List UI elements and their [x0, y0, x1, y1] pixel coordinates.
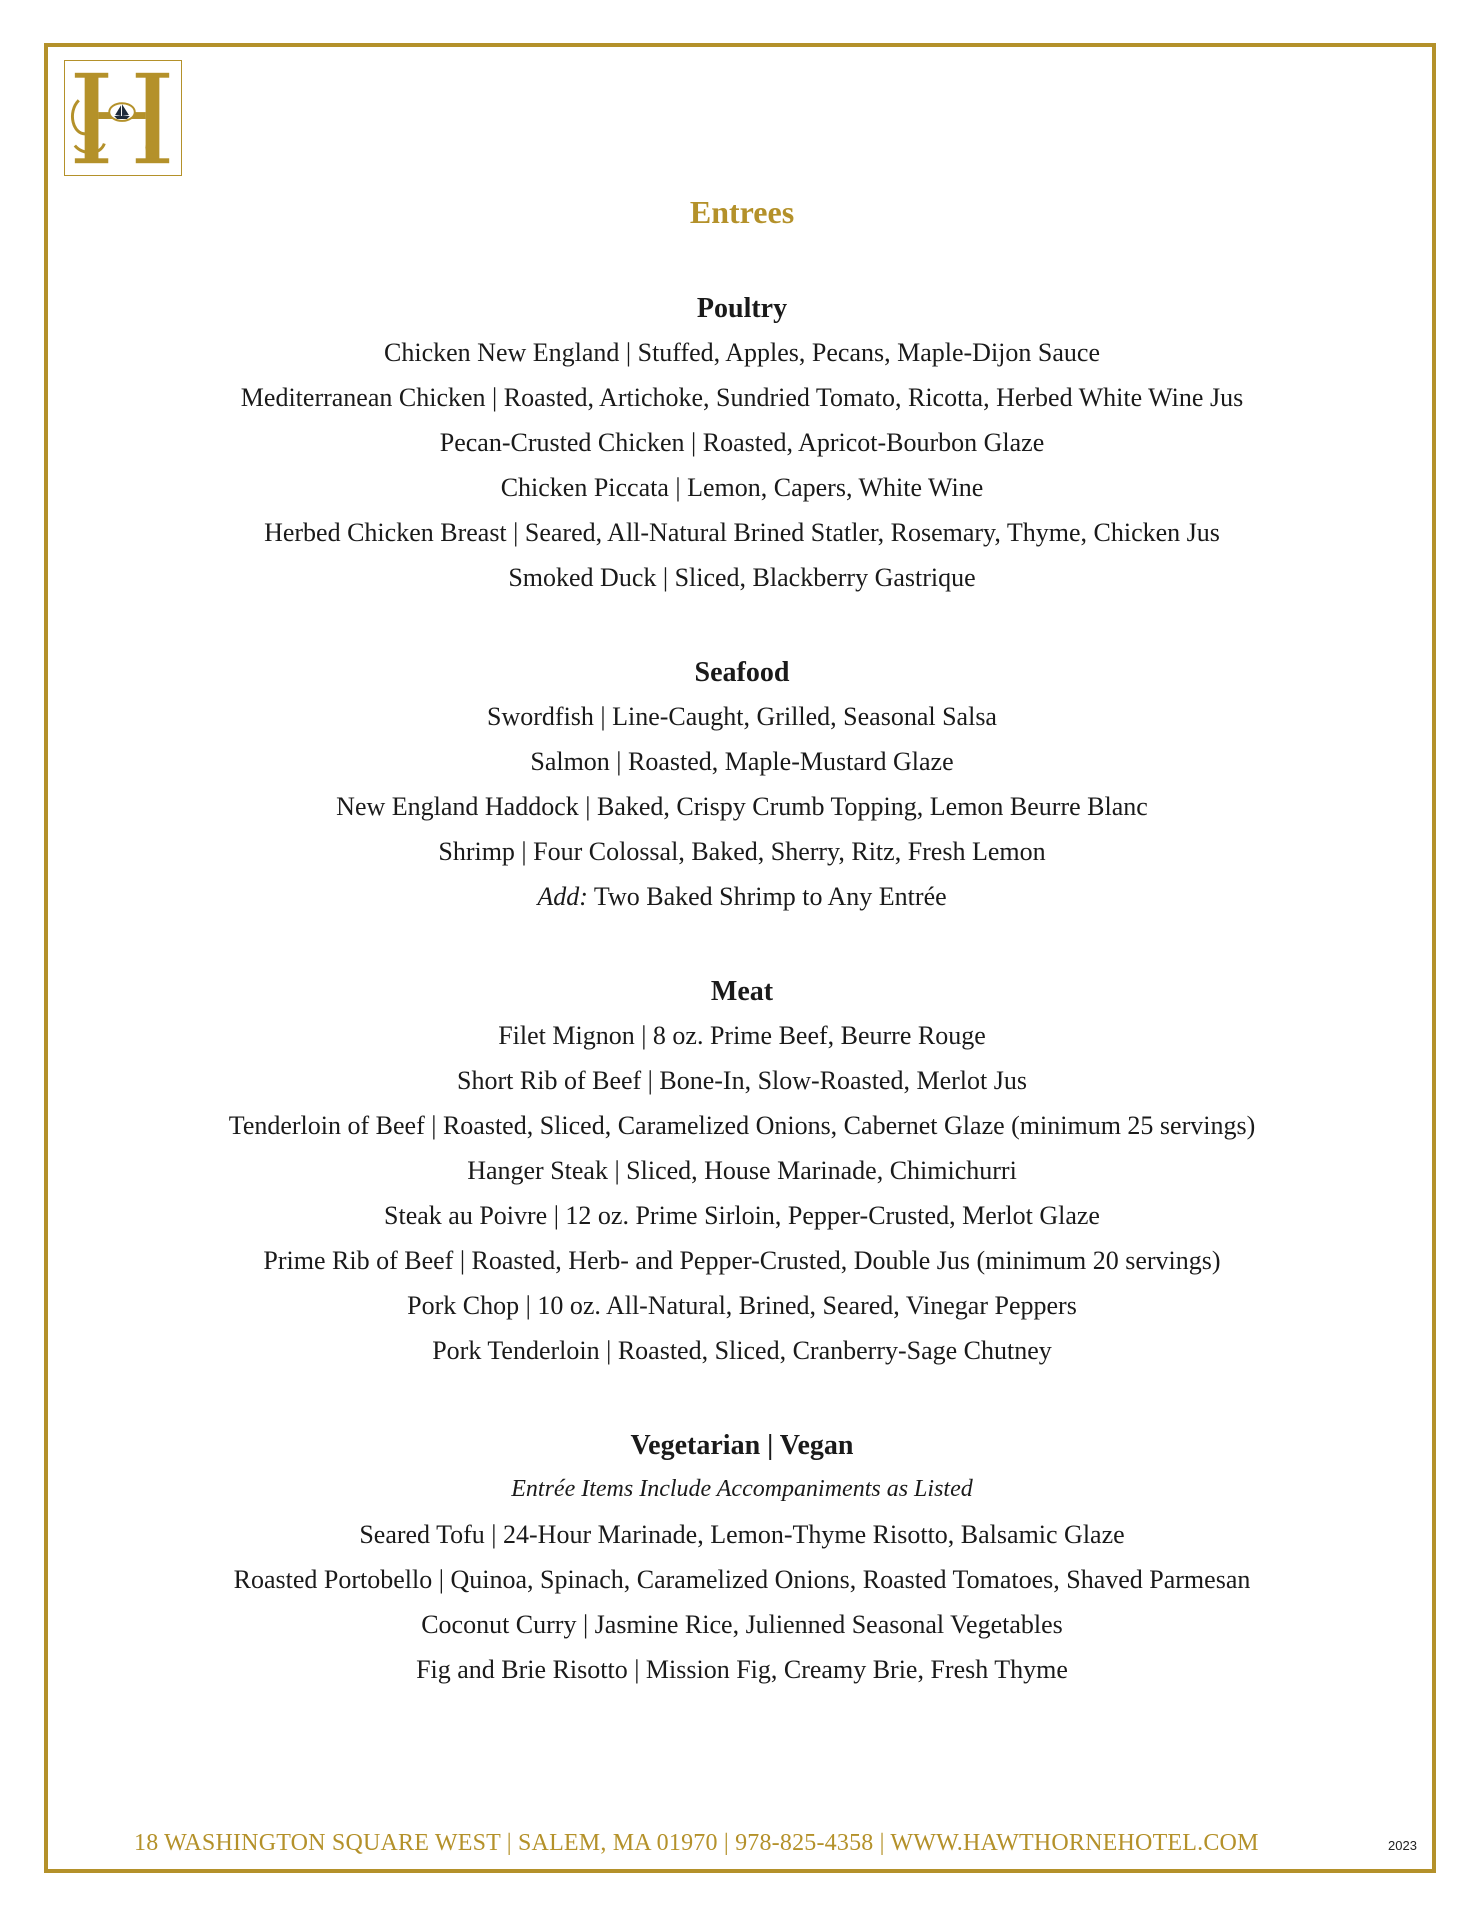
menu-item: Pork Chop | 10 oz. All-Natural, Brined, Seared, Vinegar Peppers: [407, 1291, 1077, 1320]
menu-item: Chicken New England | Stuffed, Apples, Pecans, Maple-Dijon Sauce: [384, 338, 1100, 367]
add-on-label: Add:: [537, 882, 588, 911]
menu-item: Salmon | Roasted, Maple-Mustard Glaze: [530, 747, 954, 776]
page-title: Entrees: [689, 194, 795, 230]
menu-item: Herbed Chicken Breast | Seared, All-Natural Brined Statler, Rosemary, Thyme, Chicken Jus: [264, 518, 1220, 547]
menu-item: Pork Tenderloin | Roasted, Sliced, Cranberry-Sage Chutney: [432, 1336, 1052, 1365]
menu-item: Chicken Piccata | Lemon, Capers, White Wine: [500, 473, 984, 502]
menu-item: Seared Tofu | 24-Hour Marinade, Lemon-Thyme Risotto, Balsamic Glaze: [359, 1520, 1125, 1549]
menu-item: Hanger Steak | Sliced, House Marinade, Chimichurri: [467, 1156, 1017, 1185]
section-heading: Vegetarian | Vegan: [630, 1430, 854, 1461]
section-vegetarian: [60, 1425, 1424, 1692]
section-seafood: [60, 652, 1424, 919]
section-heading: Seafood: [694, 657, 790, 688]
menu-item: Short Rib of Beef | Bone-In, Slow-Roasted, Merlot Jus: [457, 1066, 1027, 1095]
menu-item: Roasted Portobello | Quinoa, Spinach, Caramelized Onions, Roasted Tomatoes, Shaved Parmesan: [233, 1565, 1251, 1594]
menu-content: [60, 192, 1424, 1692]
menu-item: Coconut Curry | Jasmine Rice, Julienned Seasonal Vegetables: [421, 1610, 1063, 1639]
menu-item: Smoked Duck | Sliced, Blackberry Gastrique: [508, 563, 976, 592]
footer-contact: 18 WASHINGTON SQUARE WEST | SALEM, MA 01970 | 978-825-4358 | WWW.HAWTHORNEHOTEL.COM: [134, 1830, 1259, 1856]
menu-item: Pecan-Crusted Chicken | Roasted, Apricot-Bourbon Glaze: [439, 428, 1045, 457]
menu-item: Fig and Brie Risotto | Mission Fig, Creamy Brie, Fresh Thyme: [416, 1655, 1068, 1684]
menu-item: Steak au Poivre | 12 oz. Prime Sirloin, Pepper-Crusted, Merlot Glaze: [384, 1201, 1100, 1230]
section-meat: [60, 971, 1424, 1373]
section-note: Entrée Items Include Accompaniments as Listed: [511, 1476, 973, 1502]
menu-item: Mediterranean Chicken | Roasted, Artichoke, Sundried Tomato, Ricotta, Herbed White Wine Jus: [240, 383, 1244, 412]
add-on-item: [60, 874, 1424, 919]
menu-item: Prime Rib of Beef | Roasted, Herb- and Pepper-Crusted, Double Jus (minimum 20 servings): [263, 1246, 1221, 1275]
add-on-text: Two Baked Shrimp to Any Entrée: [587, 882, 947, 911]
menu-item: New England Haddock | Baked, Crispy Crumb Topping, Lemon Beurre Blanc: [336, 792, 1148, 821]
menu-item: Filet Mignon | 8 oz. Prime Beef, Beurre Rouge: [498, 1021, 986, 1050]
hawthorne-h-monogram-icon: [64, 60, 182, 176]
menu-item: Shrimp | Four Colossal, Baked, Sherry, Ritz, Fresh Lemon: [438, 837, 1046, 866]
section-heading: Poultry: [696, 293, 788, 324]
footer-year: 2023: [1388, 1838, 1417, 1853]
section-heading: Meat: [710, 976, 774, 1007]
menu-item: Tenderloin of Beef | Roasted, Sliced, Caramelized Onions, Cabernet Glaze (minimum 25 servings): [228, 1111, 1256, 1140]
section-poultry: [60, 288, 1424, 600]
menu-item: Swordfish | Line-Caught, Grilled, Seasonal Salsa: [487, 702, 997, 731]
